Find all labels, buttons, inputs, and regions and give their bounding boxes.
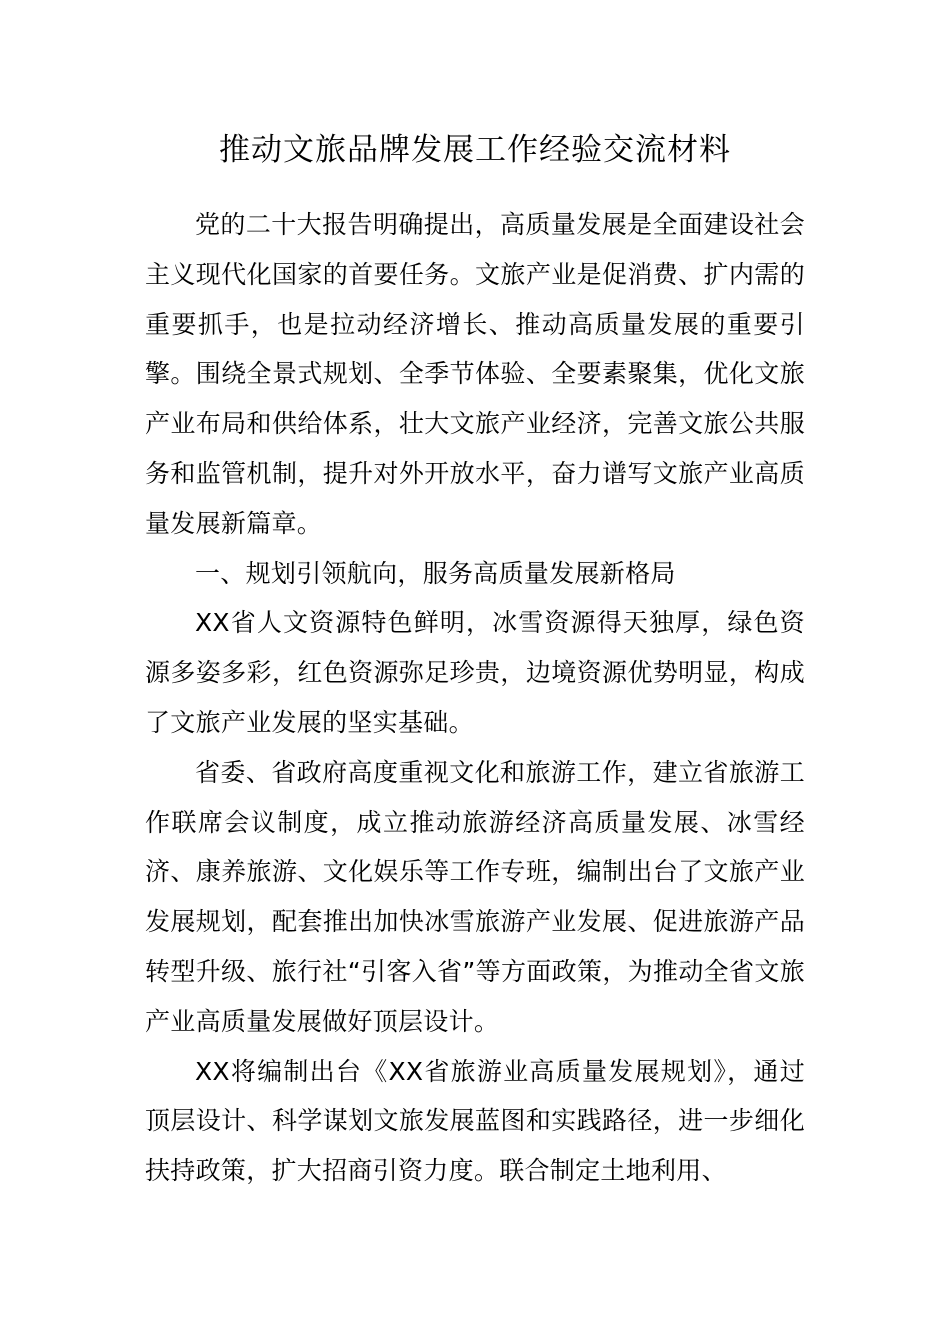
document-body: [145, 200, 805, 1196]
paragraph-government: 省委、省政府高度重视文化和旅游工作，建立省旅游工作联席会议制度，成立推动旅游经济高质量发展、冰雪经济、康养旅游、文化娱乐等工作专班，编制出台了文旅产业发展规划，配套推出加快冰雪旅游产业发展、促进旅游产品转型升级、旅行社“引客入省”等方面政策，为推动全省文旅产业高质量发展做好顶层设计。: [145, 757, 805, 1036]
paragraph-resources: XX省人文资源特色鲜明，冰雪资源得天独厚，绿色资源多姿多彩，红色资源弥足珍贵，边境资源优势明显，构成了文旅产业发展的坚实基础。: [145, 608, 805, 737]
document-title: 推动文旅品牌发展工作经验交流材料: [219, 132, 731, 168]
paragraph-planning: XX将编制出台《XX省旅游业高质量发展规划》，通过顶层设计、科学谋划文旅发展蓝图和实践路径，进一步细化扶持政策，扩大招商引资力度。联合制定土地利用、: [145, 1056, 805, 1186]
section-heading-1: 一、规划引领航向，服务高质量发展新格局: [195, 558, 676, 588]
paragraph-intro: 党的二十大报告明确提出，高质量发展是全面建设社会主义现代化国家的首要任务。文旅产业是促消费、扩内需的重要抓手，也是拉动经济增长、推动高质量发展的重要引擎。围绕全景式规划、全季节体验、全要素聚集，优化文旅产业布局和供给体系，壮大文旅产业经济，完善文旅公共服务和监管机制，提升对外开放水平，奋力谱写文旅产业高质量发展新篇章。: [145, 210, 805, 538]
